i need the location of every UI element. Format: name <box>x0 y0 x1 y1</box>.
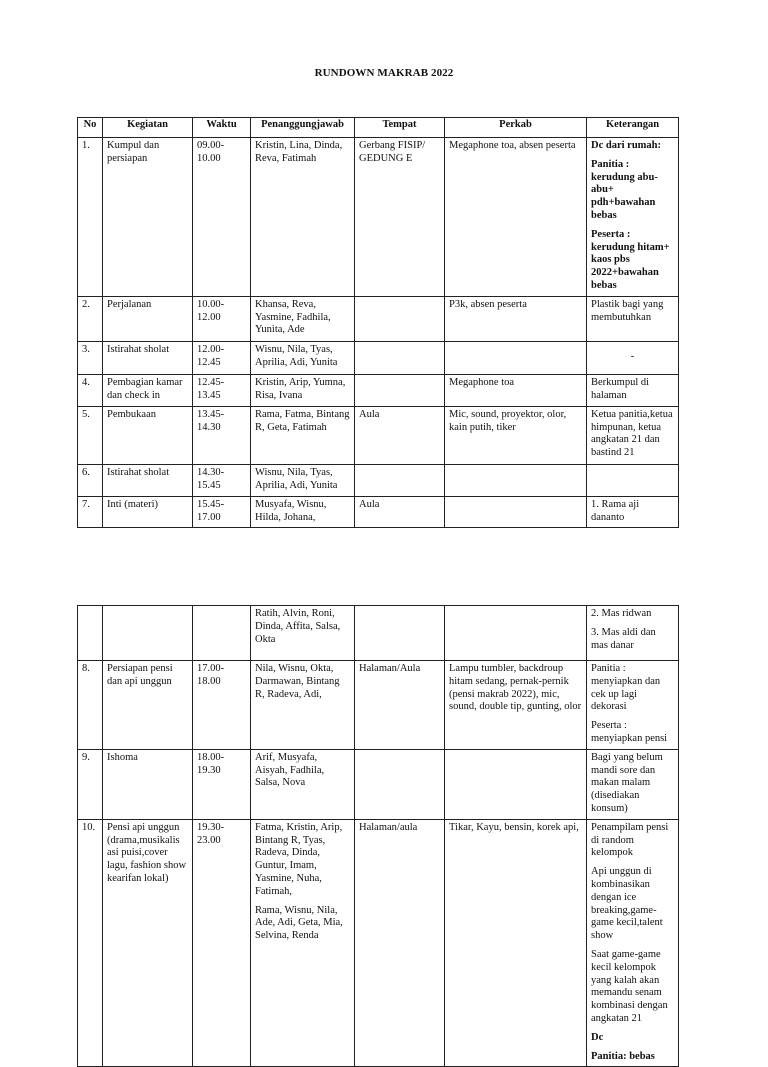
cell-perkab <box>445 496 587 528</box>
speaker-2: 2. Mas ridwan <box>591 608 652 619</box>
cell-kegiatan: Ishoma <box>103 749 193 819</box>
note-panitia: Panitia : menyiapkan dan cek up lagi dekorasi <box>591 663 661 713</box>
cell-tempat <box>355 749 445 819</box>
table-row <box>78 496 679 528</box>
rundown-table-continued <box>77 605 679 1067</box>
document-title: RUNDOWN MAKRAB 2022 <box>314 67 454 79</box>
table-row <box>78 606 679 661</box>
cell-tempat: Halaman/Aula <box>355 661 445 750</box>
dresscode-panitia: Panitia : kerudung abu-abu+ pdh+bawahan bebas <box>591 158 658 221</box>
header-no: No <box>78 118 103 138</box>
header-perkab: Perkab <box>445 118 587 138</box>
cell-keterangan <box>587 661 679 750</box>
cell-keterangan: - <box>587 341 679 374</box>
cell-tempat: Aula <box>355 496 445 528</box>
cell-keterangan <box>587 606 679 661</box>
header-waktu: Waktu <box>193 118 251 138</box>
cell-kegiatan: Pensi api unggun (drama,musikalis asi puisi,cover lagu, fashion show kearifan lokal) <box>103 819 193 1067</box>
note-peserta: Peserta : menyiapkan pensi <box>591 720 668 744</box>
cell-no: 1. <box>78 138 103 297</box>
cell-no: 5. <box>78 406 103 464</box>
cell-waktu: 15.45-17.00 <box>193 496 251 528</box>
table-row <box>78 341 679 374</box>
cell-waktu: 18.00-19.30 <box>193 749 251 819</box>
header-penanggungjawab: Penanggungjawab <box>251 118 355 138</box>
dresscode-peserta: Peserta : kerudung hitam+ kaos pbs 2022+bawahan bebas <box>591 228 670 291</box>
cell-perkab: P3k, absen peserta <box>445 296 587 341</box>
cell-tempat <box>355 296 445 341</box>
cell-kegiatan: Kumpul dan persiapan <box>103 138 193 297</box>
cell-no: 3. <box>78 341 103 374</box>
cell-waktu: 12.45-13.45 <box>193 374 251 406</box>
cell-perkab: Megaphone toa <box>445 374 587 406</box>
table-row <box>78 296 679 341</box>
cell-penanggungjawab <box>251 819 355 1067</box>
cell-kegiatan: Pembukaan <box>103 406 193 464</box>
cell-perkab <box>445 606 587 661</box>
speaker-3: 3. Mas aldi dan mas danar <box>591 626 656 651</box>
header-keterangan: Keterangan <box>587 118 679 138</box>
cell-no: 9. <box>78 749 103 819</box>
table-row <box>78 406 679 464</box>
cell-waktu: 12.00-12.45 <box>193 341 251 374</box>
cell-keterangan <box>587 138 679 297</box>
cell-kegiatan: Perjalanan <box>103 296 193 341</box>
rundown-table <box>77 117 679 528</box>
note-pensi: Penampilam pensi di random kelompok <box>591 821 669 859</box>
table-row <box>78 464 679 496</box>
cell-penanggungjawab: Khansa, Reva, Yasmine, Fadhila, Yunita, Ade <box>251 296 355 341</box>
table-row <box>78 661 679 750</box>
cell-tempat <box>355 374 445 406</box>
cell-no: 8. <box>78 661 103 750</box>
table-row <box>78 138 679 297</box>
cell-perkab: Megaphone toa, absen peserta <box>445 138 587 297</box>
cell-no: 7. <box>78 496 103 528</box>
cell-perkab: Mic, sound, proyektor, olor, kain putih, tiker <box>445 406 587 464</box>
cell-perkab: Tikar, Kayu, bensin, korek api, <box>445 819 587 1067</box>
header-kegiatan: Kegiatan <box>103 118 193 138</box>
cell-perkab <box>445 749 587 819</box>
cell-keterangan: Bagi yang belum mandi sore dan makan malam (disediakan konsum) <box>587 749 679 819</box>
cell-tempat <box>355 464 445 496</box>
cell-keterangan <box>587 819 679 1067</box>
cell-penanggungjawab: Kristin, Lina, Dinda, Reva, Fatimah <box>251 138 355 297</box>
cell-penanggungjawab: Musyafa, Wisnu, Hilda, Johana, <box>251 496 355 528</box>
cell-waktu <box>193 606 251 661</box>
cell-keterangan: Ketua panitia,ketua himpunan, ketua angkatan 21 dan bastind 21 <box>587 406 679 464</box>
cell-penanggungjawab: Wisnu, Nila, Tyas, Aprilia, Adi, Yunita <box>251 341 355 374</box>
cell-perkab <box>445 464 587 496</box>
cell-no: 10. <box>78 819 103 1067</box>
cell-penanggungjawab: Wisnu, Nila, Tyas, Aprilia, Adi, Yunita <box>251 464 355 496</box>
cell-waktu: 19.30-23.00 <box>193 819 251 1067</box>
cell-keterangan <box>587 464 679 496</box>
cell-waktu: 14.30-15.45 <box>193 464 251 496</box>
cell-waktu: 17.00-18.00 <box>193 661 251 750</box>
pj-group-2: Rama, Wisnu, Nila, Ade, Adi, Geta, Mia, Selvina, Renda <box>255 904 343 942</box>
cell-waktu: 13.45-14.30 <box>193 406 251 464</box>
cell-tempat: Gerbang FISIP/ GEDUNG E <box>355 138 445 297</box>
cell-waktu: 10.00-12.00 <box>193 296 251 341</box>
cell-tempat <box>355 606 445 661</box>
cell-penanggungjawab: Rama, Fatma, Bintang R, Geta, Fatimah <box>251 406 355 464</box>
cell-penanggungjawab: Arif, Musyafa, Aisyah, Fadhila, Salsa, Nova <box>251 749 355 819</box>
cell-kegiatan: Istirahat sholat <box>103 341 193 374</box>
table-row <box>78 749 679 819</box>
pj-group-1: Fatma, Kristin, Arip, Bintang R, Tyas, Radeva, Dinda, Guntur, Imam, Yasmine, Nuha, Fatimah, <box>255 821 343 897</box>
cell-kegiatan: Persiapan pensi dan api unggun <box>103 661 193 750</box>
table-row <box>78 374 679 406</box>
cell-kegiatan: Istirahat sholat <box>103 464 193 496</box>
cell-keterangan: Plastik bagi yang membutuhkan <box>587 296 679 341</box>
cell-waktu: 09.00-10.00 <box>193 138 251 297</box>
cell-tempat: Aula <box>355 406 445 464</box>
cell-keterangan: Berkumpul di halaman <box>587 374 679 406</box>
note-api-unggun: Api unggun di kombinasikan dengan ice breaking,game-game kecil,talent show <box>591 866 663 942</box>
cell-no: 2. <box>78 296 103 341</box>
cell-penanggungjawab: Nila, Wisnu, Okta, Darmawan, Bintang R, Radeva, Adi, <box>251 661 355 750</box>
cell-no <box>78 606 103 661</box>
cell-perkab <box>445 341 587 374</box>
header-tempat: Tempat <box>355 118 445 138</box>
cell-no: 6. <box>78 464 103 496</box>
cell-no: 4. <box>78 374 103 406</box>
cell-kegiatan: Inti (materi) <box>103 496 193 528</box>
note-dc: Dc <box>591 1031 604 1043</box>
cell-keterangan: 1. Rama aji dananto <box>587 496 679 528</box>
cell-tempat: Halaman/aula <box>355 819 445 1067</box>
cell-kegiatan <box>103 606 193 661</box>
cell-kegiatan: Pembagian kamar dan check in <box>103 374 193 406</box>
cell-tempat <box>355 341 445 374</box>
cell-perkab: Lampu tumbler, backdroup hitam sedang, pernak-pernik (pensi makrab 2022), mic, sound, double tip, gunting, olor <box>445 661 587 750</box>
cell-penanggungjawab: Kristin, Arip, Yumna, Risa, Ivana <box>251 374 355 406</box>
table-header-row <box>78 118 679 138</box>
note-panitia-dresscode: Panitia: bebas <box>591 1050 655 1062</box>
note-game: Saat game-game kecil kelompok yang kalah akan memandu senam kombinasi dengan angkatan 21 <box>591 948 668 1024</box>
dresscode-heading: Dc dari rumah: <box>591 140 661 151</box>
cell-penanggungjawab: Ratih, Alvin, Roni, Dinda, Affita, Salsa, Okta <box>251 606 355 661</box>
table-row <box>78 819 679 1067</box>
